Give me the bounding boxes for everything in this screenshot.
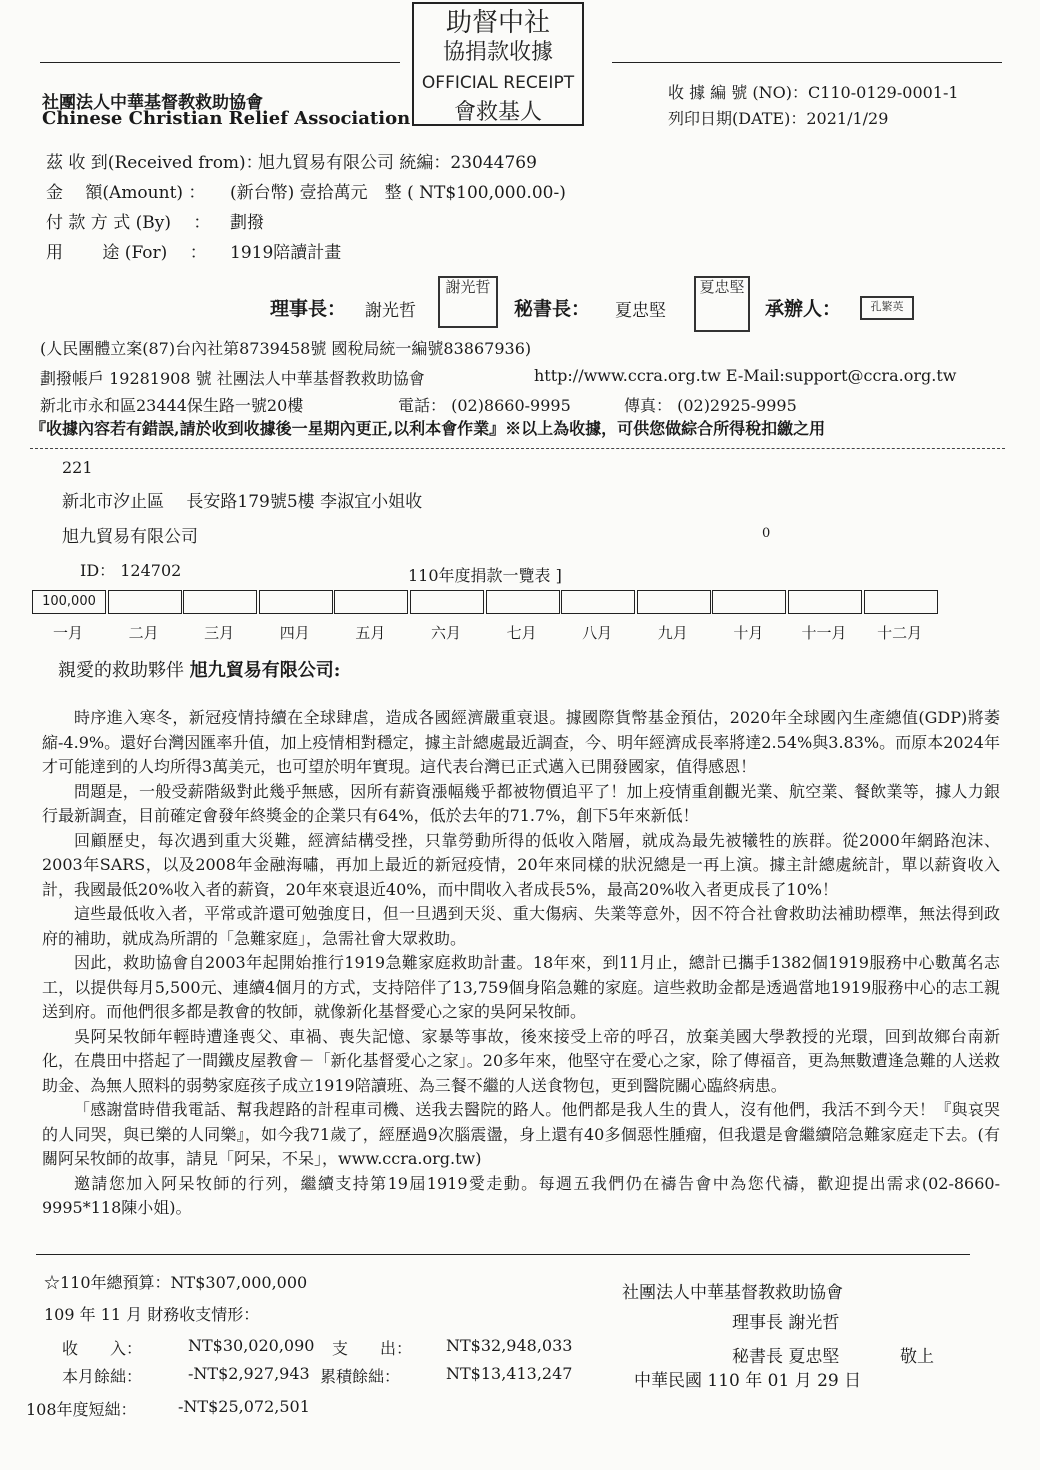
month-box xyxy=(108,590,182,614)
closing-org: 社團法人中華基督教救助協會 xyxy=(622,1283,843,1303)
secretary-label: 秘書長： xyxy=(514,298,591,320)
month-box xyxy=(788,590,862,614)
tear-line xyxy=(30,448,1005,449)
org-fax: 傳真： (02)2925-9995 xyxy=(624,396,797,415)
zero-mark: 0 xyxy=(762,526,771,541)
month-balance-label: 本月餘絀： xyxy=(62,1367,143,1386)
month-label: 三月 xyxy=(204,624,235,642)
org-address: 新北市永和區23444保生路一號20樓 xyxy=(40,396,304,415)
letter-paragraph: 邀請您加入阿呆牧師的行列，繼續支持第19屆1919愛走動。每週五我們仍在禱告會中為您代禱，歡迎提出需求(02-8660-9995*118陳小姐)。 xyxy=(42,1173,1000,1217)
closing-regards: 敬上 xyxy=(900,1347,934,1367)
month-label: 九月 xyxy=(657,624,688,642)
chair-label: 理事長： xyxy=(270,298,347,320)
mail-address: 新北市汐止區 長安路179號5樓 李淑宜小姐收 xyxy=(62,492,423,512)
closing-chair: 理事長 謝光哲 xyxy=(732,1313,840,1333)
divider xyxy=(612,62,1002,63)
expense-label: 支 出： xyxy=(332,1339,413,1358)
secretary-seal: 夏忠堅 xyxy=(694,276,750,332)
month-label: 七月 xyxy=(506,624,537,642)
field-label-amount: 金 額(Amount) ： xyxy=(46,183,206,203)
registration-info: (人民團體立案(87)台內社第8739458號 國稅局統一編號83867936) xyxy=(40,339,532,358)
chair-name: 謝光哲 xyxy=(365,301,416,321)
field-value-method: 劃撥 xyxy=(230,213,264,233)
month-label: 五月 xyxy=(355,624,386,642)
letter-paragraph: 「感謝當時借我電話、幫我趕路的計程車司機、送我去醫院的路人。他們都是我人生的貴人，沒有他們，我活不到今天！『與哀哭的人同哭，與已樂的人同樂』，如今我71歲了，經歷過9次腦震盪，身上還有40多個惡性腫瘤，但我還是會繼續陪急難家庭走下去。(有關阿呆牧師的故事，請見「阿呆，不呆」，www.ccra.org.tw) xyxy=(42,1100,1000,1168)
month-box xyxy=(410,590,484,614)
month-box xyxy=(334,590,408,614)
closing-secretary: 秘書長 夏忠堅 xyxy=(732,1347,840,1367)
handler-label: 承辦人： xyxy=(765,298,842,320)
income-value: NT$30,020,090 xyxy=(188,1336,315,1355)
field-label-received: 茲 收 到(Received from)： xyxy=(46,153,263,173)
receipt-no-label: 收 據 編 號 (NO)： xyxy=(668,83,808,102)
expense-value: NT$32,948,033 xyxy=(446,1336,573,1355)
field-label-purpose: 用 途 (For) ： xyxy=(46,243,207,263)
budget-value: NT$307,000,000 xyxy=(170,1273,308,1292)
greeting-text: 親愛的救助夥伴 xyxy=(58,660,184,681)
date-label: 列印日期(DATE)： xyxy=(668,109,807,128)
acc-balance-value: NT$13,413,247 xyxy=(446,1364,573,1383)
receipt-no-value: C110-0129-0001-1 xyxy=(807,83,959,102)
month-label: 一月 xyxy=(52,624,83,642)
month-label: 八月 xyxy=(582,624,613,642)
date-value: 2021/1/29 xyxy=(806,109,889,128)
month-label: 二月 xyxy=(128,624,159,642)
divider xyxy=(40,62,400,63)
month-label: 六月 xyxy=(430,624,461,642)
closing-date: 中華民國 110 年 01 月 29 日 xyxy=(634,1371,862,1391)
letter-paragraph: 這些最低收入者，平常或許還可勉強度日，但一旦遇到天災、重大傷病、失業等意外，因不符合社會救助法補助標準，無法得到政府的補助，就成為所謂的「急難家庭」，急需社會大眾救助。 xyxy=(42,904,1000,948)
month-label: 十月 xyxy=(733,624,764,642)
official-receipt-stamp: 助督中社 協捐款收據 OFFICIAL RECEIPT 會救基人 xyxy=(412,2,584,126)
donor-id: ID： 124702 xyxy=(80,561,182,580)
letter-paragraph: 回顧歷史，每次遇到重大災難，經濟結構受挫，只靠勞動所得的低收入階層，就成為最先被犧牲的族群。從2000年網路泡沫、2003年SARS，以及2008年金融海嘯，再加上最近的新冠疫情，20年來同樣的狀況總是一再上演。據主計總處統計，單以薪資收入計，我國最低20%收入者的薪資，20年來衰退近40%，而中間收入者成長5%，最高20%收入者更成長了10%！ xyxy=(42,830,1000,899)
month-box xyxy=(561,590,635,614)
field-value-amount: (新台幣) 壹拾萬元 整 ( NT$100,000.00-) xyxy=(230,183,566,203)
org-name-zh: 社團法人中華基督教救助協會 xyxy=(42,93,263,113)
receipt-notice: 『收據內容若有錯誤,請於收到收據後一星期內更正,以利本會作業』※以上為收據，可供您做綜合所得稅扣繳之用 xyxy=(30,419,826,438)
month-box xyxy=(183,590,257,614)
donation-table-title: 110年度捐款一覽表 ] xyxy=(408,566,562,585)
month-balance-value: -NT$2,927,943 xyxy=(188,1364,310,1383)
month-box xyxy=(712,590,786,614)
budget xyxy=(44,1270,307,1293)
budget-label: ☆110年總預算： xyxy=(44,1273,171,1292)
month-label: 十一月 xyxy=(801,624,847,642)
field-value-purpose: 1919陪讀計畫 xyxy=(230,243,342,263)
print-date xyxy=(668,106,888,129)
field-value-received: 旭九貿易有限公司 統編：23044769 xyxy=(258,153,537,173)
secretary-name: 夏忠堅 xyxy=(615,301,666,321)
letter-paragraph: 問題是，一般受薪階級對此幾乎無感，因所有薪資漲幅幾乎都被物價追平了！加上疫情重創觀光業、航空業、餐飲業等，據人力銀行最新調查，目前確定會發年終獎金的企業只有64%，低於去年的71.7%，創下5年來新低！ xyxy=(42,781,1000,825)
y108-deficit-value: -NT$25,072,501 xyxy=(178,1397,310,1416)
finance-title: 109 年 11 月 財務收支情形： xyxy=(44,1305,260,1324)
web-email: http://www.ccra.org.tw E-Mail:support@ccra.org.tw xyxy=(534,366,957,385)
month-box xyxy=(259,590,333,614)
y108-deficit-label: 108年度短絀： xyxy=(26,1400,137,1419)
month-label: 十二月 xyxy=(877,624,923,642)
org-name-en: Chinese Christian Relief Association xyxy=(42,108,411,129)
income-label: 收 入： xyxy=(62,1339,143,1358)
month-box xyxy=(486,590,560,614)
mail-zip: 221 xyxy=(62,458,93,477)
month-label: 四月 xyxy=(279,624,310,642)
receipt-number xyxy=(668,80,959,103)
postal-account: 劃撥帳戶 19281908 號 社團法人中華基督教救助協會 xyxy=(40,369,425,388)
handler-seal: 孔繁英 xyxy=(860,296,914,320)
divider xyxy=(36,1254,970,1255)
month-box xyxy=(637,590,711,614)
letter-paragraph: 時序進入寒冬，新冠疫情持續在全球肆虐，造成各國經濟嚴重衰退。據國際貨幣基金預估，2020年全球國內生產總值(GDP)將萎縮-4.9%。還好台灣因匯率升值，加上疫情相對穩定，據主計總處最近調查，今、明年經濟成長率將達2.54%與3.83%。而原本2024年才可能達到的人均所得3萬美元，也可望於明年實現。這代表台灣已正式邁入已開發國家，值得感恩！ xyxy=(42,708,1000,776)
acc-balance-label: 累積餘絀： xyxy=(320,1367,401,1386)
chair-seal: 謝光哲 xyxy=(438,276,498,328)
greeting xyxy=(58,656,340,682)
org-phone: 電話： (02)8660-9995 xyxy=(398,396,571,415)
letter-paragraph: 因此，救助協會自2003年起開始推行1919急難家庭救助計畫。18年來，到11月止，總計已攜手1382個1919服務中心數萬名志工，以提供每月5,500元、連續4個月的方式，支持陪伴了13,759個身陷急難的家庭。這些救助金都是透過當地1919服務中心的志工親送到府。而他們很多都是教會的牧師，就像新化基督愛心之家的吳阿呆牧師。 xyxy=(42,953,1000,1021)
field-label-method: 付 款 方 式 (By) ： xyxy=(46,213,211,233)
mail-company: 旭九貿易有限公司 xyxy=(62,527,198,547)
greeting-name: 旭九貿易有限公司: xyxy=(189,660,341,681)
month-box xyxy=(864,590,938,614)
month-box: 100,000 xyxy=(32,590,106,614)
letter-paragraph: 吳阿呆牧師年輕時遭逢喪父、車禍、喪失記憶、家暴等事故，後來接受上帝的呼召，放棄美國大學教授的光環，回到故鄉台南新化，在農田中搭起了一間鐵皮屋教會－「新化基督愛心之家」。20多年來，他堅守在愛心之家，除了傳福音，更為無數遭逢急難的人送救助金、為無人照料的弱勢家庭孩子成立1919陪讀班、為三餐不繼的人送食物包，更到醫院關心臨終病患。 xyxy=(42,1026,1000,1095)
letter-body xyxy=(42,706,1000,1221)
